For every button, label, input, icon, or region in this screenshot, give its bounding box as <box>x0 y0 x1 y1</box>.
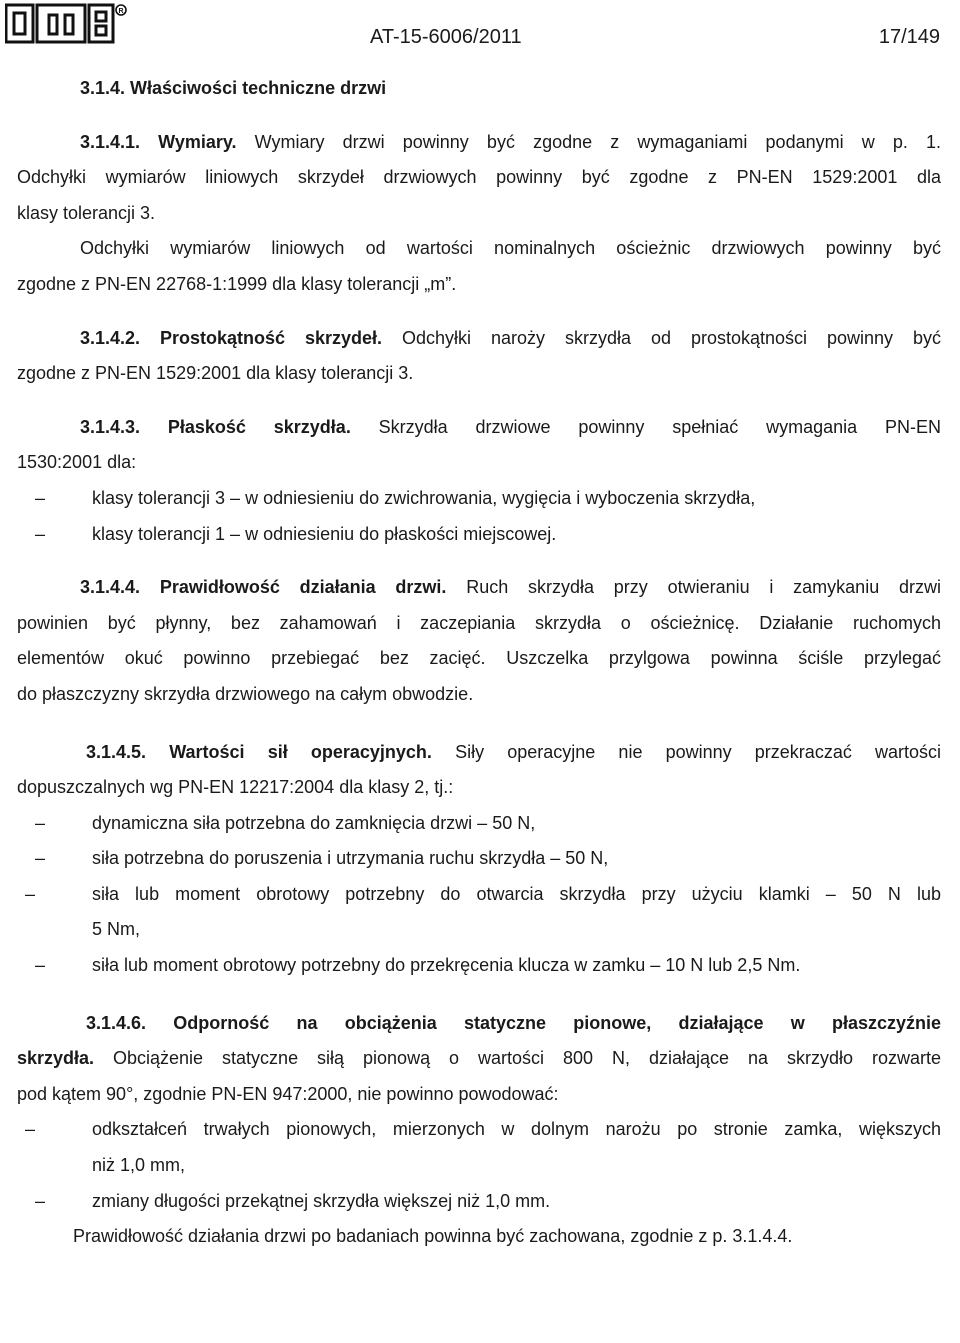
paragraph-3-1-4-5: 3.1.4.5. Wartości sił operacyjnych. Siły operacyjne nie powinny przekraczać wartości <box>86 741 941 762</box>
dash-bullet: – <box>34 812 45 833</box>
text-line: 1530:2001 dla: <box>17 452 137 473</box>
dash-bullet: – <box>25 883 36 904</box>
paragraph-3-1-4-3: 3.1.4.3. Płaskość skrzydła. Skrzydła drzwiowe powinny spełniać wymagania PN-EN <box>80 416 942 437</box>
document-code: AT-15-6006/2011 <box>370 26 522 48</box>
list-item: – zmiany długości przekątnej skrzydła większej niż 1,0 mm. <box>17 1184 941 1220</box>
section-number: 3.1.4.3. Płaskość skrzydła. <box>80 416 351 437</box>
text-line: klasy tolerancji 3. <box>17 202 156 223</box>
svg-text:R: R <box>118 8 124 15</box>
itb-logo <box>5 2 127 44</box>
paragraph-3-1-4-4: 3.1.4.4. Prawidłowość działania drzwi. Ruch skrzydła przy otwieraniu i zamykaniu drzwi <box>80 577 941 598</box>
list-item: – klasy tolerancji 3 – w odniesieniu do zwichrowania, wygięcia i wyboczenia skrzydła, <box>17 481 941 517</box>
dash-bullet: – <box>34 487 45 508</box>
text-line: Odchyłki wymiarów liniowych od wartości nominalnych ościeżnic drzwiowych powinny być <box>80 238 941 259</box>
list-item: – siła lub moment obrotowy potrzebny do otwarcia skrzydła przy użyciu klamki – 50 N lub <box>17 877 941 913</box>
text-line: elementów okuć powinno przebiegać bez zacięć. Uszczelka przylgowa powinna ściśle przylegać <box>17 648 941 669</box>
section-number: 3.1.4.6. Odporność na obciążenia statyczne pionowe, działające w płaszczyźnie <box>86 1012 941 1033</box>
section-number: 3.1.4.1. Wymiary. <box>80 131 237 152</box>
text-line: powinien być płynny, bez zahamowań i zaczepiania skrzydła o ościeżnicę. Działanie ruchomych <box>17 612 941 633</box>
closing-sentence: Prawidłowość działania drzwi po badaniach powinna być zachowana, zgodnie z p. 3.1.4.4. <box>73 1226 793 1247</box>
text-line: do płaszczyzny skrzydła drzwiowego na całym obwodzie. <box>17 683 474 704</box>
section-heading: 3.1.4. Właściwości techniczne drzwi <box>80 78 387 98</box>
section-number: 3.1.4.2. Prostokątność skrzydeł. <box>80 327 383 348</box>
dash-bullet: – <box>34 955 45 976</box>
list-item-continuation: niż 1,0 mm, <box>92 1155 186 1176</box>
text-line: zgodne z PN-EN 1529:2001 dla klasy tolerancji 3. <box>17 363 414 384</box>
list-item: – dynamiczna siła potrzebna do zamknięcia drzwi – 50 N, <box>17 806 941 842</box>
dash-bullet: – <box>34 1190 45 1211</box>
list-item: – klasy tolerancji 1 – w odniesieniu do płaskości miejscowej. <box>17 517 941 553</box>
text-line: pod kątem 90°, zgodnie PN-EN 947:2000, nie powinno powodować: <box>17 1083 559 1104</box>
paragraph-3-1-4-6 <box>17 1006 941 1042</box>
dash-bullet: – <box>34 523 45 544</box>
document-body <box>17 71 941 1255</box>
list-item: – siła lub moment obrotowy potrzebny do przekręcenia klucza w zamku – 10 N lub 2,5 Nm. <box>17 948 941 984</box>
dash-bullet: – <box>25 1119 36 1140</box>
section-number: 3.1.4.4. Prawidłowość działania drzwi. <box>80 577 447 598</box>
text-line: skrzydła. Obciążenie statyczne siłą pionową o wartości 800 N, działające na skrzydło rozwarte <box>17 1048 941 1069</box>
paragraph-3-1-4-1: 3.1.4.1. Wymiary. Wymiary drzwi powinny być zgodne z wymaganiami podanymi w p. 1. <box>80 131 941 152</box>
dash-bullet: – <box>34 848 45 869</box>
section-number: 3.1.4.5. Wartości sił operacyjnych. <box>86 741 432 762</box>
paragraph-3-1-4-2: 3.1.4.2. Prostokątność skrzydeł. Odchyłki naroży skrzydła od prostokątności powinny być <box>80 327 941 348</box>
text-line: zgodne z PN-EN 22768-1:1999 dla klasy tolerancji „m”. <box>17 273 457 294</box>
list-item: – odkształceń trwałych pionowych, mierzonych w dolnym narożu po stronie zamka, większych <box>17 1112 941 1148</box>
list-item-continuation: 5 Nm, <box>92 919 141 940</box>
text-line: dopuszczalnych wg PN-EN 12217:2004 dla klasy 2, tj.: <box>17 777 454 798</box>
page-number: 17/149 <box>878 26 940 48</box>
text-line: Odchyłki wymiarów liniowych skrzydeł drzwiowych powinny być zgodne z PN-EN 1529:2001 dla <box>17 167 941 188</box>
list-item: – siła potrzebna do poruszenia i utrzymania ruchu skrzydła – 50 N, <box>17 841 941 877</box>
